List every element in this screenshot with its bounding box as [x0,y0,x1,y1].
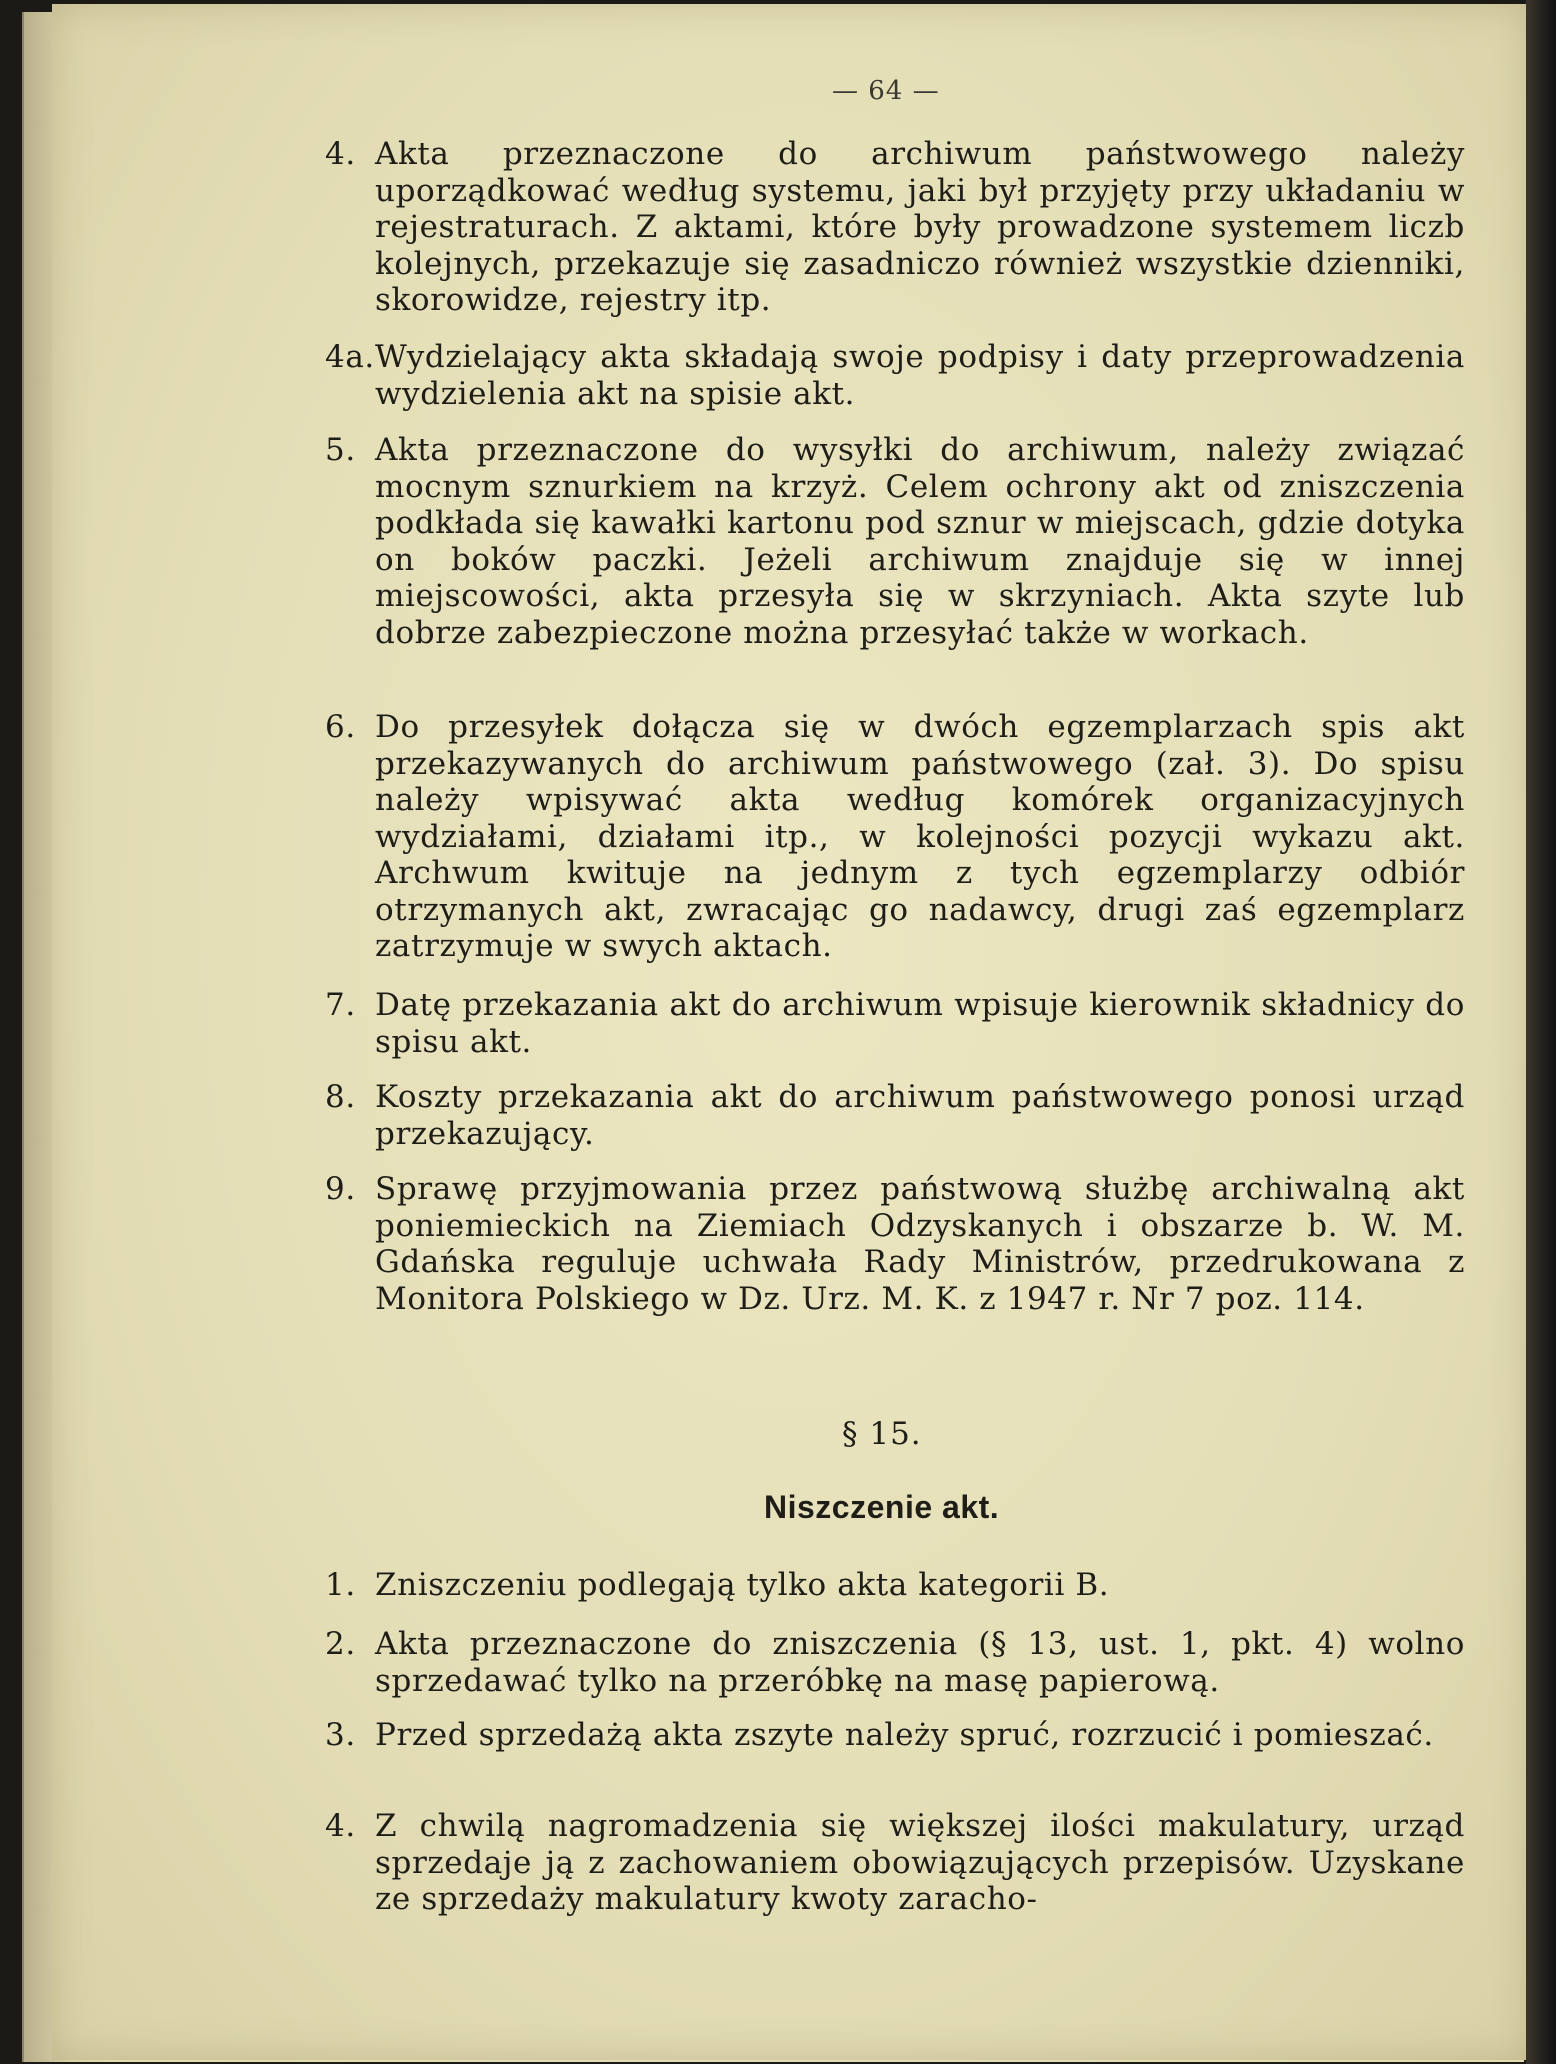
list-item [325,1171,1465,1317]
list-item [325,1079,1465,1152]
item-text: Wydzielający akta składają swoje podpisy i daty przeprowadzenia wydzielenia akt na spisie akt. [375,339,1465,412]
list-item [325,987,1465,1060]
item-number: 1. [325,1567,356,1603]
item-number: 5. [325,432,356,468]
item-text: Koszty przekazania akt do archiwum państwowego ponosi urząd przekazujący. [375,1079,1465,1152]
item-number: 3. [325,1717,356,1753]
item-text: Datę przekazania akt do archiwum wpisuje kierownik składnicy do spisu akt. [375,987,1465,1060]
list-item [325,136,1465,319]
list-item [325,1626,1465,1699]
item-text: Z chwilą nagromadzenia się większej ilości makulatury, urząd sprzedaje ją z zachowaniem obowiązujących przepisów. Uzyskane ze sprzedaży makulatury kwoty zaracho- [375,1808,1465,1917]
item-number: 4. [325,136,356,172]
section-title: Niszczenie akt. [764,1489,1000,1525]
list-item [325,1717,1465,1754]
list-item [325,432,1465,651]
item-text: Akta przeznaczone do wysyłki do archiwum, należy związać mocnym sznurkiem na krzyż. Celem ochrony akt od zniszczenia podkłada się kawałki kartonu pod sznur w miejscach, gdzie dotyka on boków paczki. Jeżeli archiwum znajduje się w innej miejscowości, akta przesyła się w skrzyniach. Akta szyte lub dobrze zabezpieczone można przesyłać także w workach. [375,432,1465,651]
item-number: 8. [325,1079,356,1115]
item-number: 2. [325,1626,356,1662]
item-number: 9. [325,1171,356,1207]
list-item [325,709,1465,965]
item-text: Do przesyłek dołącza się w dwóch egzemplarzach spis akt przekazywanych do archiwum państwowego (zał. 3). Do spisu należy wpisywać akta według komórek organizacyjnych wydziałami, działami itp., w kolejności pozycji wykazu akt. Archwum kwituje na jednym z tych egzemplarzy odbiór otrzymanych akt, zwracając go nadawcy, drugi zaś egzemplarz zatrzymuje w swych aktach. [375,709,1465,964]
list-item [325,1567,1465,1604]
list-item [325,1808,1465,1918]
item-number: 7. [325,987,356,1023]
item-text: Przed sprzedażą akta zszyte należy spruć, rozrzucić i pomieszać. [375,1717,1434,1753]
item-text: Akta przeznaczone do archiwum państwowego należy uporządkować według systemu, jaki był przyjęty przy układaniu w rejestraturach. Z aktami, które były prowadzone systemem liczb kolejnych, przekazuje się zasadniczo również wszystkie dzienniki, skorowidze, rejestry itp. [375,136,1465,318]
book-page [52,4,1530,2060]
page-number: — 64 — [832,76,940,106]
item-number: 4a. [325,339,375,375]
item-number: 4. [325,1808,356,1844]
scan-right-edge [1526,0,1556,2064]
item-text: Sprawę przyjmowania przez państwową służbę archiwalną akt poniemieckich na Ziemiach Odzyskanych i obszarze b. W. M. Gdańska reguluje uchwała Rady Ministrów, przedrukowana z Monitora Polskiego w Dz. Urz. M. K. z 1947 r. Nr 7 poz. 114. [375,1171,1465,1317]
item-text: Akta przeznaczone do zniszczenia (§ 13, ust. 1, pkt. 4) wolno sprzedawać tylko na przeróbkę na masę papierową. [375,1626,1465,1699]
item-text: Zniszczeniu podlegają tylko akta kategorii B. [375,1567,1110,1603]
section-number: § 15. [842,1416,922,1452]
list-item [325,339,1465,412]
item-number: 6. [325,709,356,745]
